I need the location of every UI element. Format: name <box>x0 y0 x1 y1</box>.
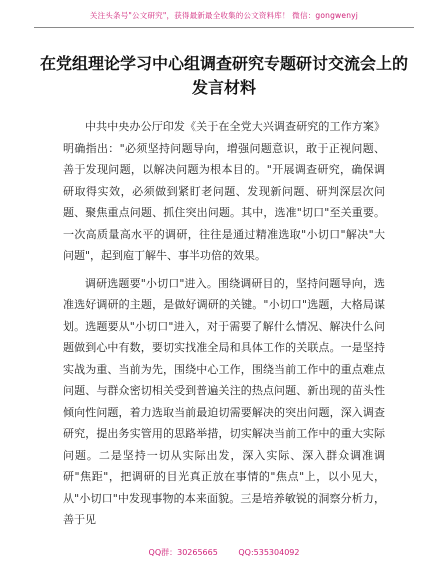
footer-contact: QQ群：30265665 QQ:535304092 <box>148 548 300 557</box>
document-body <box>63 116 385 537</box>
header-notice: 关注头条号"公文研究"，获得最新最全收集的公文资料库！ 微信：gongwenyj <box>89 11 359 20</box>
document-title: 在党组理论学习中心组调查研究专题研讨交流会上的发言材料 <box>40 54 409 97</box>
paragraph-2: 调研选题要"小切口"进入。围绕调研目的，坚持问题导向，选准选好调研的主题，是做好调研的关键。"小切口"选题，大格局谋划。选题要从"小切口"进入，对于需要了解什么情况、解决什么问题做到心中有数，要切实找准全局和具体工作的关联点。一是坚持实战为重、当前为先，围绕中心工作，围绕当前工作中的重点难点问题、与群众密切相关受到普遍关注的热点问题、新出现的苗头性倾向性问题，着力选取当前最迫切需要解决的突出问题，深入调查研究，提出务实管用的思路举措，切实解决当前工作中的重大实际问题。二是坚持一切从实际出发，深入实际、深入群众调准调研"焦距"，把调研的目光真正放在事情的"焦点"上，以小见大，从"小切口"中发现事物的本来面貌。三是培养敏锐的洞察分析力，善于见 <box>63 276 385 526</box>
header-divider <box>34 27 414 28</box>
page-header <box>0 0 448 36</box>
paragraph-1: 中共中央办公厅印发《关于在全党大兴调查研究的工作方案》明确指出："必须坚持问题导向，增强问题意识，敢于正视问题、善于发现问题，以解决问题为根本目的。"开展调查研究，确保调研取得实效，必须做到紧盯老问题、发现新问题、研判深层次问题、聚焦重点问题、抓住突出问题。其中，选准"切口"至关重要。一次高质量高水平的调研，往往是通过精准选取"小切口"解决"大问题"，起到庖丁解牛、事半功倍的效果。 <box>63 120 385 262</box>
